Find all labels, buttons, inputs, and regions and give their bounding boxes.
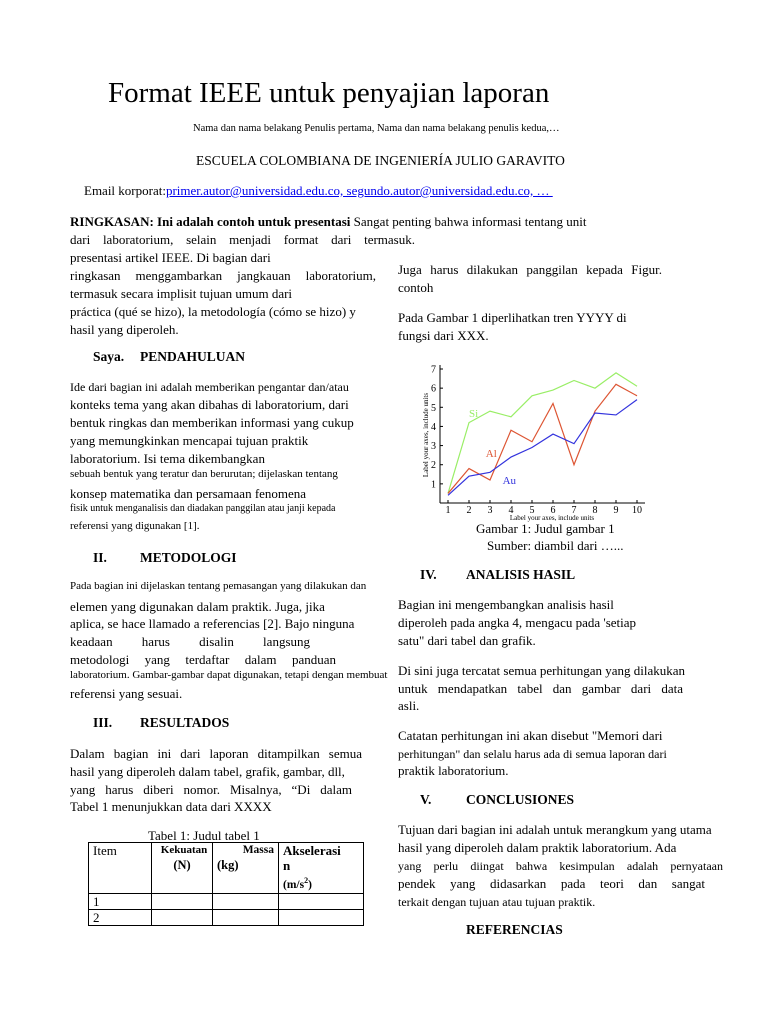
sec5-line-4: pendek yang didasarkan pada teori dan sangat xyxy=(398,876,705,891)
right-line-3: Pada Gambar 1 diperlihatkan tren YYYY di xyxy=(398,310,627,325)
series-label-si: Si xyxy=(469,407,479,420)
y-tick-label-5: 5 xyxy=(431,402,436,414)
authors-line: Nama dan nama belakang Penulis pertama, Nama dan nama belakang penulis kedua,… xyxy=(193,123,560,134)
sec4-line-7: Catatan perhitungan ini akan disebut "Memori dari xyxy=(398,728,663,743)
table-header-mass-label: Massa xyxy=(242,844,274,856)
sec1-line-4: yang memungkinkan mencapai tujuan praktik xyxy=(70,433,309,448)
sec2-line-5: metodologi yang terdaftar dalam panduan xyxy=(70,652,336,667)
table-row-2-acc xyxy=(279,909,364,925)
x-tick-label-8: 8 xyxy=(592,505,598,516)
sec2-line-6-text: laboratorium. Gambar-gambar dapat digunakan, tetapi dengan memb xyxy=(70,669,375,681)
figure-caption: Gambar 1: Judul gambar 1 xyxy=(476,521,615,536)
table-header-acc-line1: Akselerasi xyxy=(283,843,341,858)
section-5-title: CONCLUSIONES xyxy=(466,792,575,807)
sec1-line-1: Ide dari bagian ini adalah memberikan pengantar dan/atau xyxy=(70,380,349,394)
section-4-number: IV. xyxy=(420,567,437,582)
x-tick-label-5: 5 xyxy=(529,505,535,516)
sec2-line-1: Pada bagian ini dijelaskan tentang pemasangan yang dilakukan dan xyxy=(70,580,367,592)
y-tick-label-4: 4 xyxy=(431,421,436,433)
abstract-line-4: ringkasan menggambarkan jangkauan laboratorium, xyxy=(70,268,376,283)
x-tick-label-3: 3 xyxy=(487,505,493,516)
x-tick-label-6: 6 xyxy=(550,505,556,516)
sec1-line-9: referensi yang digunakan [1]. xyxy=(70,520,200,532)
abstract-line-7: hasil yang diperoleh. xyxy=(70,322,179,337)
abstract-line-2: dari laboratorium, selain menjadi format dari termasuk. xyxy=(70,232,415,247)
table-header-force-unit: (N) xyxy=(173,858,191,872)
right-line-1: Juga harus dilakukan panggilan kepada Figur. xyxy=(398,262,662,277)
sec5-line-3: yang perlu diingat bahwa kesimpulan adalah pernyataan xyxy=(398,859,723,873)
sec4-line-8: perhitungan" dan selalu harus ada di semua laporan dari xyxy=(398,747,667,761)
y-tick-label-6: 6 xyxy=(431,383,436,395)
table-header-mass-unit: (kg) xyxy=(217,858,239,872)
section-1-number: Saya. xyxy=(93,349,125,364)
data-table xyxy=(88,842,364,926)
references-heading: REFERENCIAS xyxy=(466,922,563,937)
table-row-2-mass xyxy=(213,909,279,925)
right-line-2: contoh xyxy=(398,280,434,295)
sec1-line-6: sebuah bentuk yang teratur dan berurutan; dijelaskan tentang xyxy=(70,468,338,480)
table-row-1-force xyxy=(152,893,213,909)
sec1-line-5: laboratorium. Isi tema dikembangkan xyxy=(70,451,265,466)
sec5-line-5: terkait dengan tujuan atau tujuan praktik. xyxy=(398,895,596,909)
abstract-line-5: termasuk secara implisit tujuan umum dari xyxy=(70,286,293,301)
email-label: Email korporat: xyxy=(84,183,166,198)
right-line-4: fungsi dari XXX. xyxy=(398,328,489,343)
table-header-acc-line2: n xyxy=(283,858,291,873)
section-1-title: PENDAHULUAN xyxy=(140,349,246,364)
series-line-al xyxy=(448,384,637,493)
email-underline-tail xyxy=(549,182,637,201)
abstract-lead: RINGKASAN: Ini adalah contoh untuk presentasi xyxy=(70,214,351,229)
section-5-number: V. xyxy=(420,792,432,807)
table-header-acceleration xyxy=(279,843,364,894)
figure-source: Sumber: diambil dari …... xyxy=(487,538,624,553)
sec2-line-7: referensi yang sesuai. xyxy=(70,686,183,701)
email-link[interactable]: primer.autor@universidad.edu.co, segundo.autor@universidad.edu.co, … xyxy=(165,183,550,198)
sec4-line-2: diperoleh pada angka 4, mengacu pada 'setiap xyxy=(398,615,637,630)
table-header-acc-line3: $(m/s^2)$ xyxy=(283,876,312,891)
abstract-line-1 xyxy=(70,213,587,232)
x-tick-label-4: 4 xyxy=(508,505,514,516)
sec4-line-6: asli. xyxy=(398,698,420,713)
sec1-line-8: fisik untuk menganalisis dan diadakan panggilan atau janji kepada xyxy=(70,503,336,514)
table-header-item: Item xyxy=(89,843,152,894)
abstract-line-6: práctica (qué se hizo), la metodología (cómo se hizo) y xyxy=(70,304,356,319)
sec3-line-4: Tabel 1 menunjukkan data dari XXXX xyxy=(70,799,272,814)
y-tick-label-2: 2 xyxy=(431,460,436,472)
sec2-line-6-tail: uat xyxy=(374,669,388,681)
sec3-line-3: yang harus diberi nomor. Misalnya, “Di dalam xyxy=(70,782,352,797)
table-row-1-item: 1 xyxy=(89,893,152,909)
x-tick-label-1: 1 xyxy=(445,505,451,516)
sec1-line-3: bentuk ringkas dan memberikan informasi yang cukup xyxy=(70,415,354,430)
sec3-line-2: hasil yang diperoleh dalam tabel, grafik, gambar, dll, xyxy=(70,764,345,779)
y-tick-label-7: 7 xyxy=(431,364,436,376)
table-header-mass xyxy=(213,843,279,894)
x-tick-label-7: 7 xyxy=(571,505,577,516)
table-header-force xyxy=(152,843,213,894)
section-3-number: III. xyxy=(93,715,113,730)
table-row-1-mass xyxy=(213,893,279,909)
y-tick-label-1: 1 xyxy=(431,479,436,491)
chart-x-label: Label your axes, include units xyxy=(509,514,595,522)
table-header-force-label: Kekuatan xyxy=(160,844,208,856)
table-row-2-item: 2 xyxy=(89,909,152,925)
table-caption: Tabel 1: Judul tabel 1 xyxy=(148,828,260,843)
section-4-title: ANALISIS HASIL xyxy=(466,567,576,582)
email-line xyxy=(84,182,637,201)
page-title: Format IEEE untuk penyajian laporan xyxy=(108,77,550,109)
x-tick-label-9: 9 xyxy=(613,505,619,516)
trend-chart xyxy=(415,355,660,525)
section-3-title: RESULTADOS xyxy=(140,715,230,730)
x-tick-label-2: 2 xyxy=(466,505,472,516)
section-2-number: II. xyxy=(93,550,107,565)
sec3-line-1: Dalam bagian ini dari laporan ditampilkan semua xyxy=(70,746,362,761)
sec4-line-5: untuk mendapatkan tabel dan gambar dari data xyxy=(398,681,683,696)
sec4-line-9: praktik laboratorium. xyxy=(398,763,509,778)
y-tick-label-3: 3 xyxy=(431,441,436,453)
abstract-lead-tail: Sangat penting bahwa informasi tentang unit xyxy=(350,214,587,229)
section-2-title: METODOLOGI xyxy=(140,550,237,565)
abstract-line-3: presentasi artikel IEEE. Di bagian dari xyxy=(70,250,271,265)
series-label-al: Al xyxy=(485,448,497,461)
x-tick-label-10: 10 xyxy=(632,505,642,516)
series-label-au: Au xyxy=(502,474,517,487)
sec2-line-3: aplica, se hace llamado a referencias [2]. Bajo ninguna xyxy=(70,616,355,631)
sec2-line-2: elemen yang digunakan dalam praktik. Juga, jika xyxy=(70,599,325,614)
table-row-2-force xyxy=(152,909,213,925)
table-row-1-acc xyxy=(279,893,364,909)
sec4-line-3: satu" dari tabel dan grafik. xyxy=(398,633,536,648)
sec5-line-1: Tujuan dari bagian ini adalah untuk merangkum yang utama xyxy=(398,822,712,837)
sec1-line-7: konsep matematika dan persamaan fenomena xyxy=(70,486,307,501)
sec2-line-4: keadaan harus disalin langsung xyxy=(70,634,310,649)
sec1-line-2: konteks tema yang akan dibahas di laboratorium, dari xyxy=(70,397,349,412)
chart-y-label: Label your axes, include units xyxy=(422,392,430,478)
sec4-line-4: Di sini juga tercatat semua perhitungan yang dilakukan xyxy=(398,663,685,678)
sec5-line-2: hasil yang diperoleh dalam praktik laboratorium. Ada xyxy=(398,840,677,855)
sec4-line-1: Bagian ini mengembangkan analisis hasil xyxy=(398,597,614,612)
institution-line: ESCUELA COLOMBIANA DE INGENIERÍA JULIO GARAVITO xyxy=(196,153,565,168)
sec2-line-6 xyxy=(70,669,387,681)
